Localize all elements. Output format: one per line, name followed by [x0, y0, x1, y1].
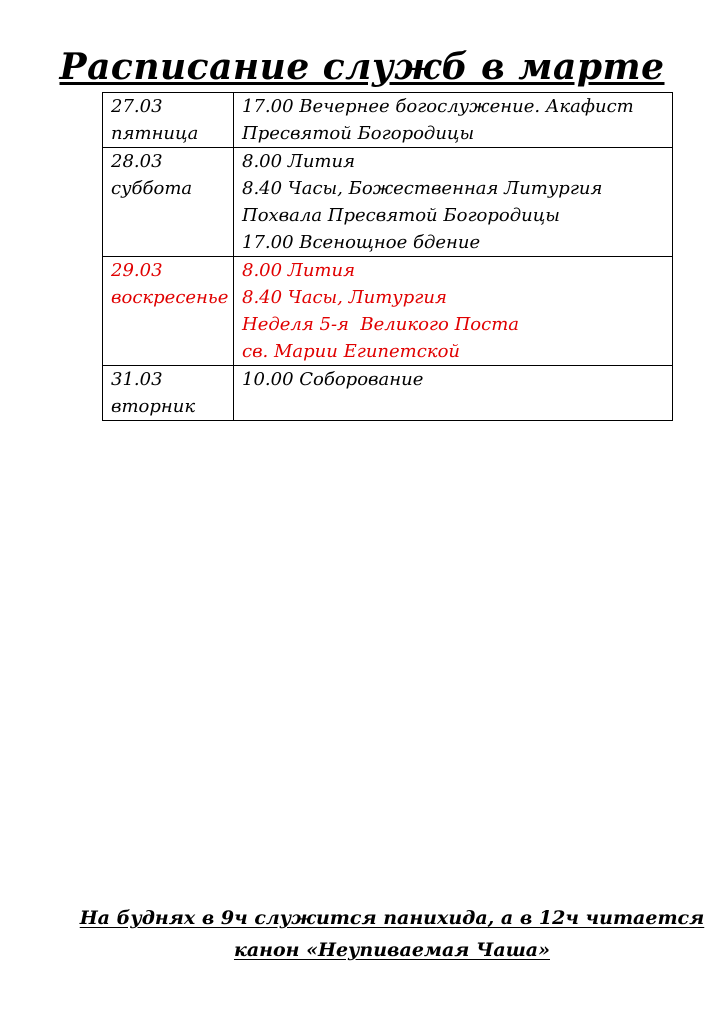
service-line: Неделя 5-я Великого Поста: [242, 314, 519, 335]
weekday: суббота: [111, 178, 193, 199]
service-line: 10.00 Соборование: [242, 369, 424, 390]
weekday: пятница: [111, 123, 199, 144]
date: 28.03: [111, 151, 163, 172]
table-row-holiday: [103, 257, 673, 366]
footer-line: На буднях в 9ч служится панихида, а в 12ч читается: [79, 907, 705, 929]
date-cell: [103, 148, 234, 257]
date-cell: [103, 257, 234, 366]
service-line: 17.00 Вечернее богослужение. Акафист: [242, 96, 634, 117]
table-row: [103, 148, 673, 257]
service-line: 8.40 Часы, Литургия: [242, 287, 447, 308]
date: 29.03: [111, 260, 163, 281]
date: 31.03: [111, 369, 163, 390]
services-cell: [234, 257, 673, 366]
service-line: Похвала Пресвятой Богородицы: [242, 205, 560, 226]
date-cell: [103, 93, 234, 148]
service-line: 8.00 Лития: [242, 151, 355, 172]
date: 27.03: [111, 96, 163, 117]
service-line: Пресвятой Богородицы: [242, 123, 475, 144]
date-cell: [103, 366, 234, 421]
service-line: св. Марии Египетской: [242, 341, 460, 362]
footer-line: канон «Неупиваемая Чаша»: [233, 939, 550, 961]
weekday: воскресенье: [111, 287, 229, 308]
services-cell: [234, 148, 673, 257]
services-cell: [234, 366, 673, 421]
table-row: [103, 366, 673, 421]
service-line: 17.00 Всенощное бдение: [242, 232, 481, 253]
schedule-table: [102, 92, 673, 421]
page-title: Расписание служб в марте: [59, 46, 665, 88]
weekday: вторник: [111, 396, 196, 417]
service-line: 8.00 Лития: [242, 260, 355, 281]
service-line: 8.40 Часы, Божественная Литургия: [242, 178, 603, 199]
table-row: [103, 93, 673, 148]
footer-note: [60, 902, 724, 966]
services-cell: [234, 93, 673, 148]
